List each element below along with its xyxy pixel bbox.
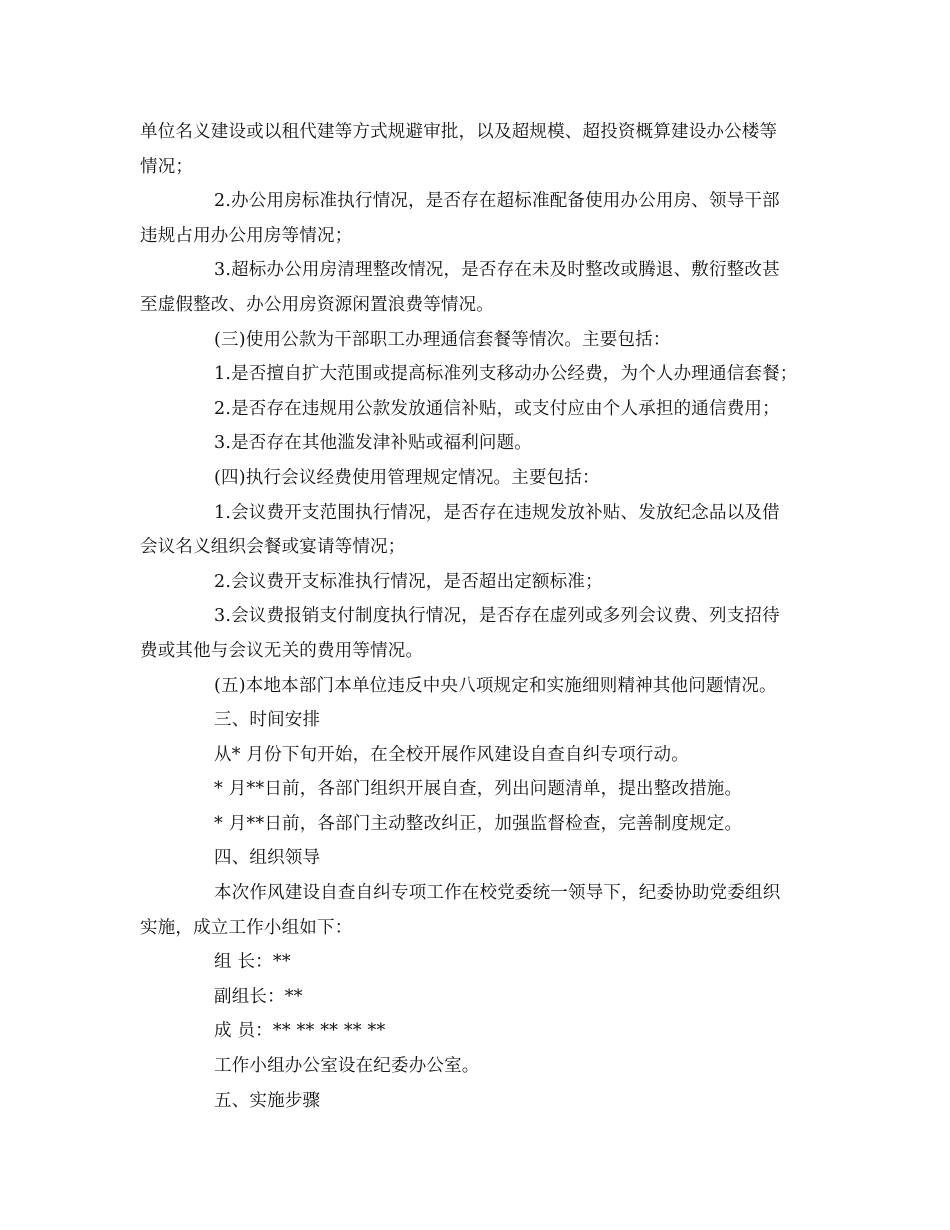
text-line: 3.是否存在其他滥发津补贴或福利问题。 bbox=[214, 433, 532, 454]
section-heading: (五)本地本部门本单位违反中央八项规定和实施细则精神其他问题情况。 bbox=[214, 675, 777, 696]
section-heading: 三、时间安排 bbox=[214, 710, 321, 731]
text-line: * 月**日前，各部门主动整改纠正，加强监督检查，完善制度规定。 bbox=[214, 813, 743, 834]
text-line: 会议名义组织会餐或宴请等情况； bbox=[140, 537, 406, 558]
text-line: 本次作风建设自查自纠专项工作在校党委统一领导下，纪委协助党委组织 bbox=[214, 883, 781, 904]
text-line: 3.会议费报销支付制度执行情况，是否存在虚列或多列会议费、列支招待 bbox=[214, 606, 780, 627]
section-heading: 五、实施步骤 bbox=[214, 1090, 321, 1111]
document-body bbox=[140, 115, 840, 1118]
text-line: 3.超标办公用房清理整改情况，是否存在未及时整改或腾退、敷衍整改甚 bbox=[214, 260, 780, 281]
text-line: 费或其他与会议无关的费用等情况。 bbox=[140, 640, 424, 661]
section-heading: (三)使用公款为干部职工办理通信套餐等情次。主要包括： bbox=[214, 329, 671, 350]
text-line: 1.是否擅自扩大范围或提高标准列支移动办公经费，为个人办理通信套餐； bbox=[214, 364, 798, 385]
deputy-leader-line: 副组长：** bbox=[214, 986, 303, 1007]
text-line: 单位名义建设或以租代建等方式规避审批，以及超规模、超投资概算建设办公楼等 bbox=[140, 122, 778, 142]
text-line: 从* 月份下旬开始，在全校开展作风建设自查自纠专项行动。 bbox=[214, 744, 689, 765]
team-leader-line: 组 长：** bbox=[214, 952, 291, 973]
text-line: 情况； bbox=[140, 156, 194, 177]
text-line: 2.会议费开支标准执行情况，是否超出定额标准； bbox=[214, 571, 603, 592]
text-line: 实施，成立工作小组如下： bbox=[140, 917, 353, 938]
text-line: 2.是否存在违规用公款发放通信补贴，或支付应由个人承担的通信费用； bbox=[214, 398, 780, 419]
text-line: 至虚假整改、办公用房资源闲置浪费等情况。 bbox=[140, 294, 494, 315]
text-line: 工作小组办公室设在纪委办公室。 bbox=[214, 1056, 480, 1077]
members-line: 成 员：** ** ** ** ** bbox=[214, 1021, 386, 1042]
text-line: * 月**日前，各部门组织开展自查，列出问题清单，提出整改措施。 bbox=[214, 779, 743, 800]
section-heading: (四)执行会议经费使用管理规定情况。主要包括： bbox=[214, 467, 600, 488]
text-line: 1.会议费开支范围执行情况，是否存在违规发放补贴、发放纪念品以及借 bbox=[214, 502, 780, 523]
text-line: 违规占用办公用房等情况； bbox=[140, 225, 353, 246]
text-line: 2.办公用房标准执行情况，是否存在超标准配备使用办公用房、领导干部 bbox=[214, 191, 780, 212]
section-heading: 四、组织领导 bbox=[214, 848, 321, 869]
